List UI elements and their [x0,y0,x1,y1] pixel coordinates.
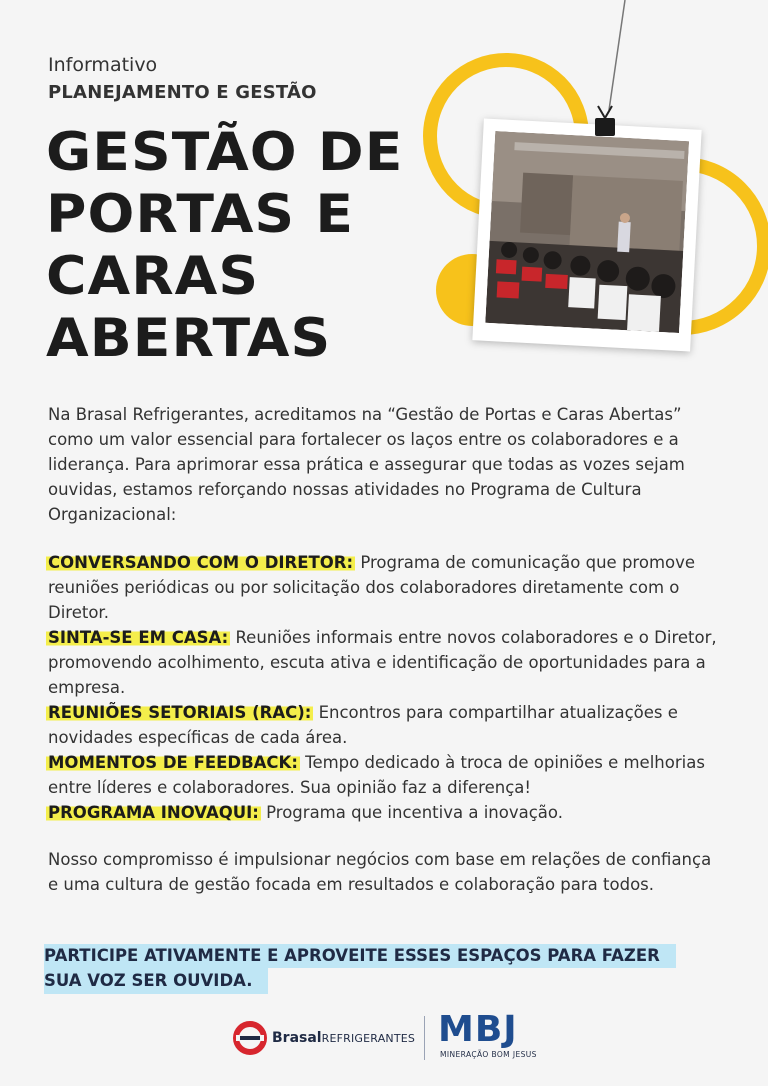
program-text: Encontros para compartilhar atualizações e novidades específicas de cada área. [48,703,678,747]
program-text: Tempo dedicado à troca de opiniões e melhorias entre líderes e colaboradores. Sua opinião faz a diferença! [48,753,705,797]
program-item [48,550,720,625]
photo-frame [472,118,701,351]
title-line: CARAS [46,246,260,307]
title-line: GESTÃO DE [46,122,404,183]
kicker: Informativo [48,54,158,76]
program-list [48,550,720,825]
program-name: PROGRAMA INOVAQUI: [48,803,259,822]
program-item [48,625,720,700]
mbj-logo: MBJ [438,1009,518,1050]
call-to-action: PARTICIPE ATIVAMENTE E APROVEITE ESSES ESPAÇOS PARA FAZER SUA VOZ SER OUVIDA. [44,946,660,990]
title-line: ABERTAS [46,308,332,369]
program-item [48,800,720,825]
program-item [48,750,720,800]
program-item [48,700,720,750]
meeting-photo [485,131,689,333]
footer-logos [232,1010,552,1066]
header [48,52,317,106]
program-name: SINTA-SE EM CASA: [48,628,229,647]
title-line: PORTAS E [46,184,355,245]
brasal-wordmark [272,1030,415,1046]
closing-paragraph: Nosso compromisso é impulsionar negócios com base em relações de confiança e uma cultura de gestão focada em resultados e colaboração para todos. [48,850,712,894]
program-name: MOMENTOS DE FEEDBACK: [48,753,298,772]
brasal-rest: REFRIGERANTES [321,1032,416,1045]
program-name: CONVERSANDO COM O DIRETOR: [48,553,354,572]
program-text: Programa que incentiva a inovação. [260,803,563,822]
program-name: REUNIÕES SETORIAIS (RAC): [48,703,312,722]
program-text: Programa de comunicação que promove reuniões periódicas ou por solicitação dos colaboradores diretamente com o Diretor. [48,553,696,622]
binder-clip-icon [592,104,618,138]
page-title [46,122,452,370]
logo-divider [424,1016,425,1060]
brasal-logo-icon [232,1020,268,1056]
intro-paragraph: Na Brasal Refrigerantes, acreditamos na “Gestão de Portas e Caras Abertas” como um valor essencial para fortalecer os laços entre os colaboradores e a liderança. Para aprimorar essa prática e assegurar que todas as vozes sejam ouvidas, estamos reforçando nossas atividades no Programa de Cultura Organizacional: [48,405,685,524]
section-label: PLANEJAMENTO E GESTÃO [48,82,317,103]
hanging-string [609,0,625,110]
mbj-subtitle: MINERAÇÃO BOM JESUS [440,1050,537,1059]
brasal-bold: Brasal [272,1030,322,1046]
program-text: Reuniões informais entre novos colaboradores e o Diretor, promovendo acolhimento, escuta ativa e identificação de oportunidades para a empresa. [48,628,717,697]
